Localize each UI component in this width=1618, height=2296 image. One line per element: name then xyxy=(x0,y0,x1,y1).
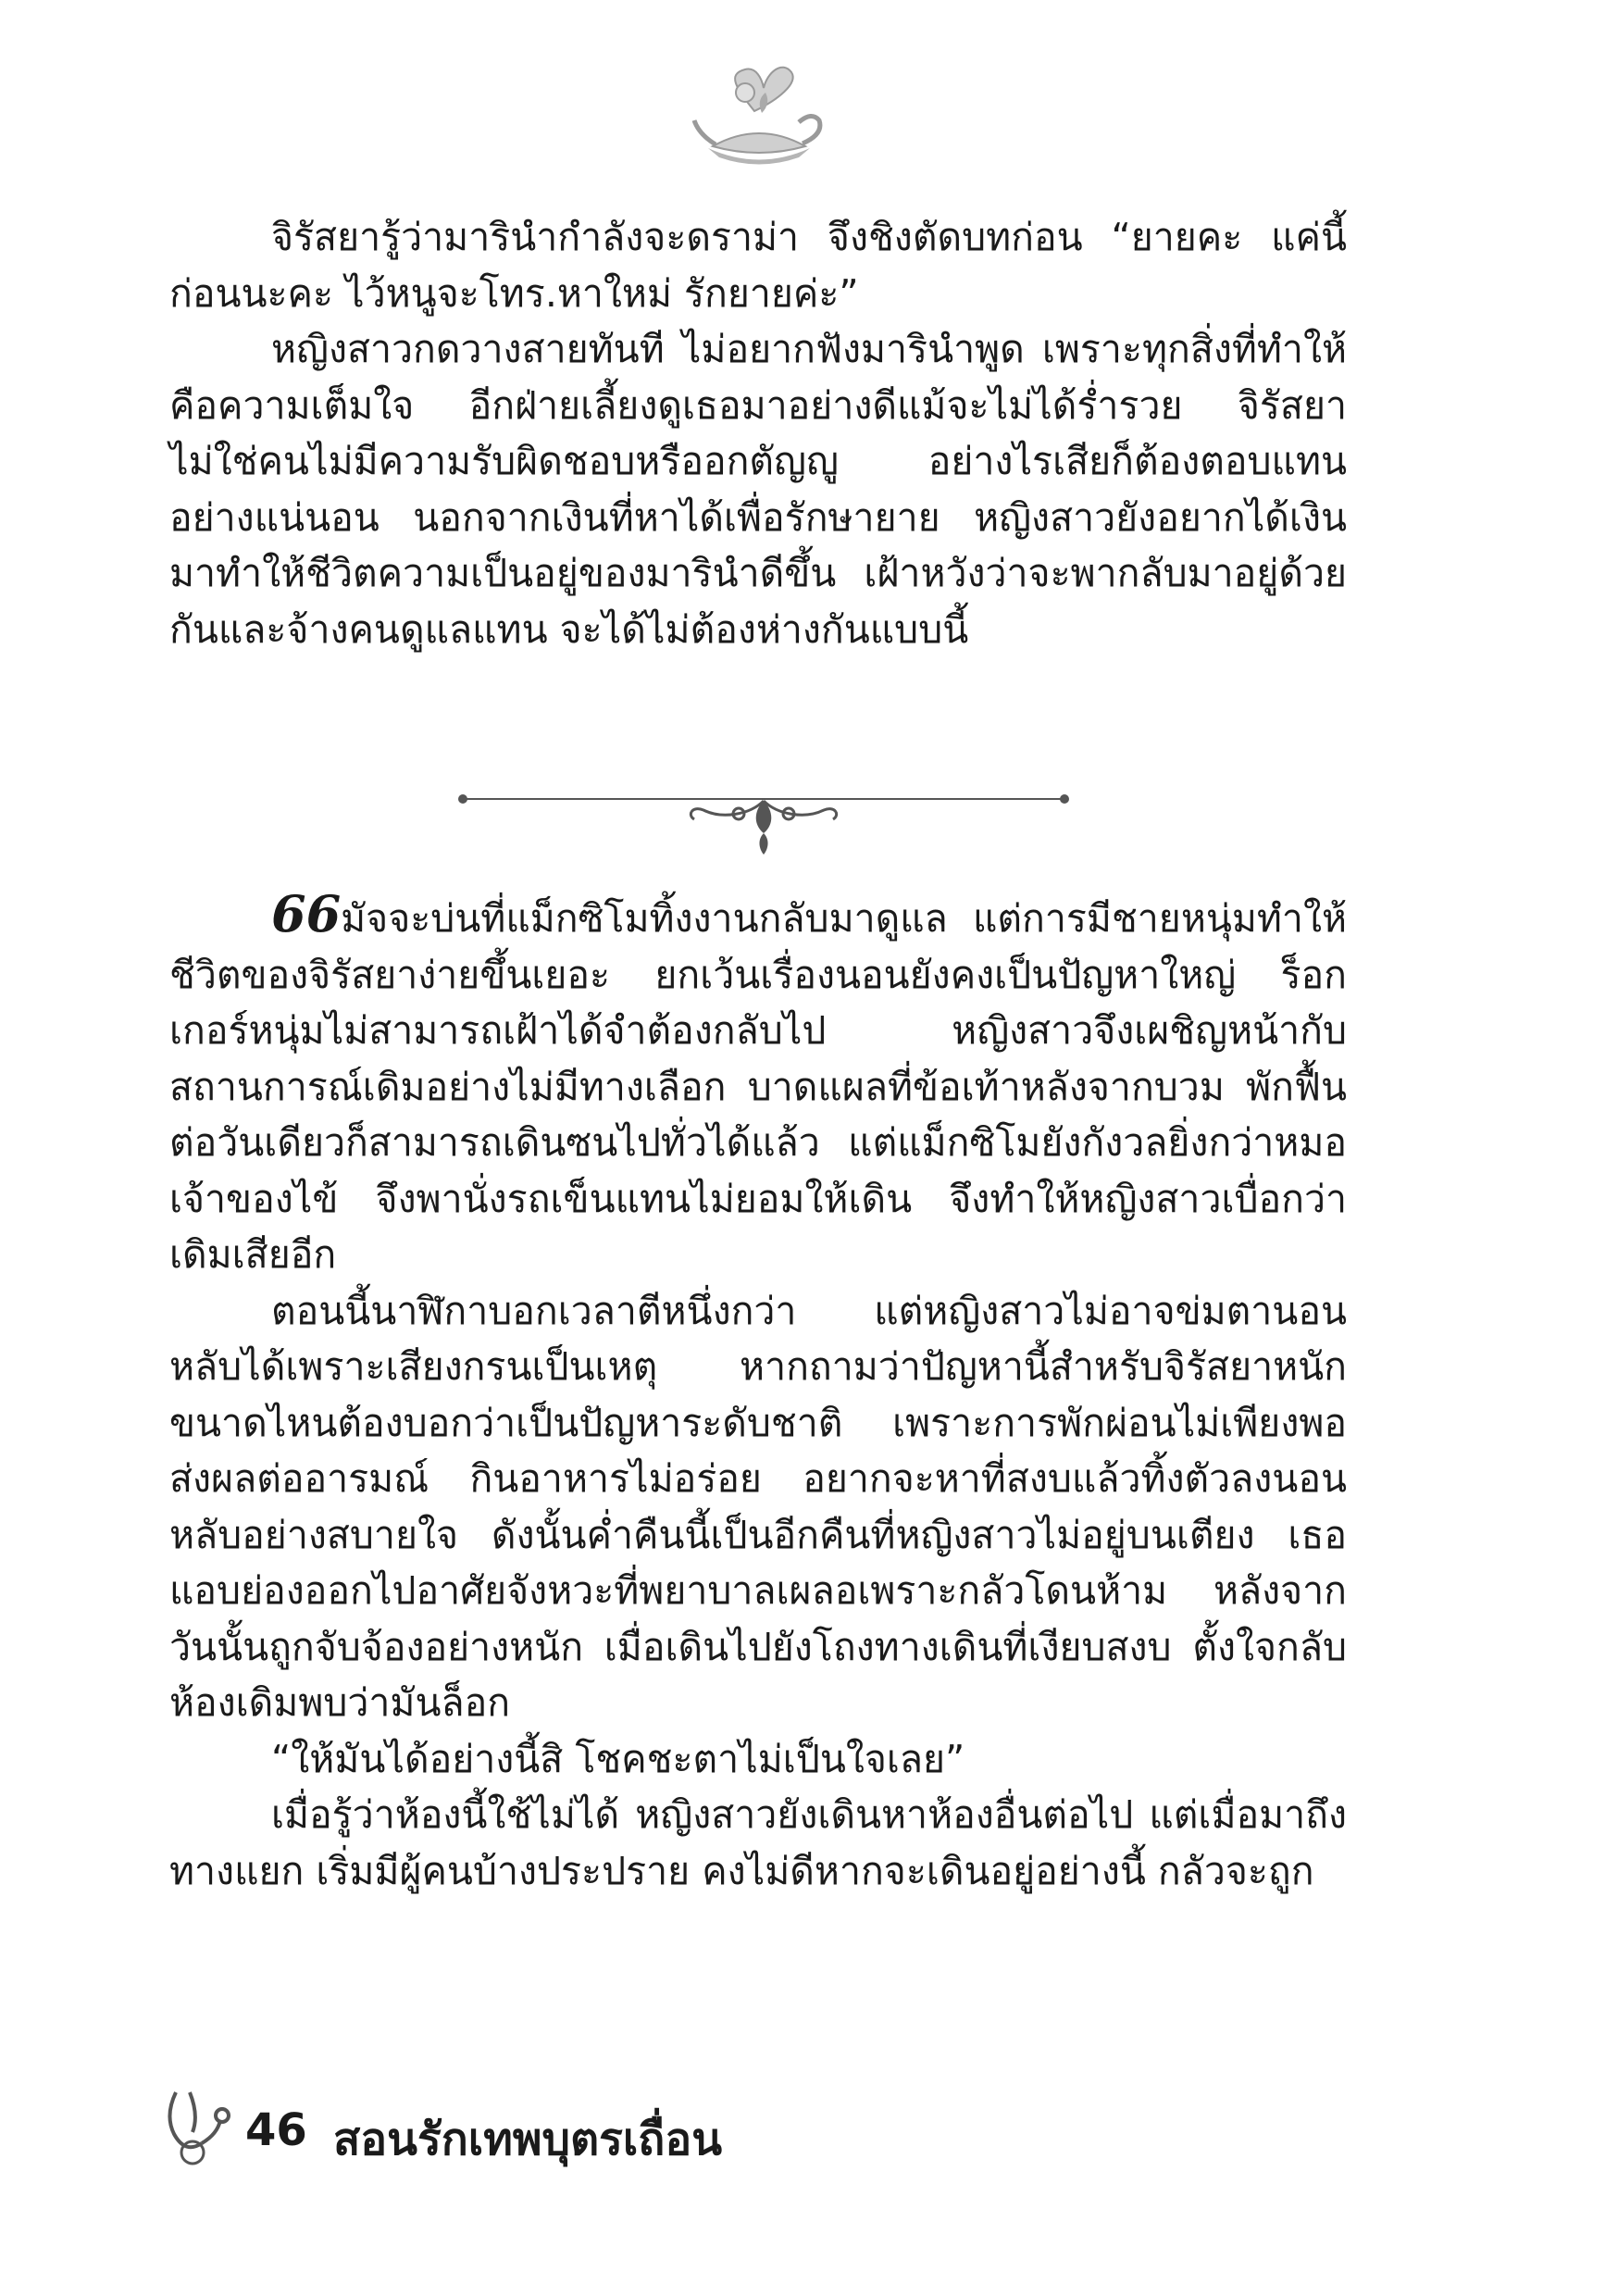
flourish-divider-icon xyxy=(444,773,1083,856)
section-1 xyxy=(169,209,1347,657)
paragraph: หญิงสาวกดวางสายทันที ไม่อยากฟังมารินำพูด เพราะทุกสิ่งที่ทำให้คือความเต็มใจ อีกฝ่ายเลี้ยงดูเธอมาอย่างดีแม้จะไม่ได้ร่ำรวย จิรัสยาไม่ใช่คนไม่มีความรับผิดชอบหรืออกตัญญู อย่างไรเสียก็ต้องตอบแทนอย่างแน่นอน นอกจากเงินที่หาได้เพื่อรักษายาย หญิงสาวยังอยากได้เงินมาทำให้ชีวิตความเป็นอยู่ของมารินำดีขึ้น เฝ้าหวังว่าจะพากลับมาอยู่ด้วยกันและจ้างคนดูแลแทน จะได้ไม่ต้องห่างกันแบบนี้ xyxy=(169,327,1347,652)
paragraph-text: มัจจะบ่นที่แม็กซิโมทิ้งงานกลับมาดูแล แต่การมีชายหนุ่มทำให้ชีวิตของจิรัสยาง่ายขึ้นเยอะ ยกเว้นเรื่องนอนยังคงเป็นปัญหาใหญ่ ร็อกเกอร์หนุ่มไม่สามารถเฝ้าได้จำต้องกลับไป หญิงสาวจึงเผชิญหน้ากับสถานการณ์เดิมอย่างไม่มีทางเลือก บาดแผลที่ข้อเท้าหลังจากบวม พักฟื้นต่อวันเดียวก็สามารถเดินซนไปทั่วได้แล้ว แต่แม็กซิโมยังกังวลยิ่งกว่าหมอเจ้าของไข้ จึงพานั่งรถเข็นแทนไม่ยอมให้เดิน จึงทำให้หญิงสาวเบื่อกว่าเดิมเสียอีก xyxy=(169,896,1347,1277)
book-title: สอนรักเทพบุตรเถื่อน xyxy=(333,2114,722,2165)
paragraph: ตอนนี้นาฬิกาบอกเวลาตีหนึ่งกว่า แต่หญิงสาวไม่อาจข่มตานอนหลับได้เพราะเสียงกรนเป็นเหตุ หากถามว่าปัญหานี้สำหรับจิรัสยาหนักขนาดไหนต้องบอกว่าเป็นปัญหาระดับชาติ เพราะการพักผ่อนไม่เพียงพอส่งผลต่ออารมณ์ กินอาหารไม่อร่อย อยากจะหาที่สงบแล้วทิ้งตัวลงนอนหลับอย่างสบายใจ ดังนั้นค่ำคืนนี้เป็นอีกคืนที่หญิงสาวไม่อยู่บนเตียง เธอแอบย่องออกไปอาศัยจังหวะที่พยาบาลเผลอเพราะกลัวโดนห้าม หลังจากวันนั้นถูกจับจ้องอย่างหนัก เมื่อเดินไปยังโถงทางเดินที่เงียบสงบ ตั้งใจกลับห้องเดิมพบว่ามันล็อก xyxy=(169,1288,1347,1725)
paragraph: จิรัสยารู้ว่ามารินำกำลังจะดราม่า จึงชิงตัดบทก่อน “ยายคะ แค่นี้ก่อนนะคะ ไว้หนูจะโทร.หาใหม่ รักยายค่ะ” xyxy=(169,215,1347,316)
page-number: 46 xyxy=(245,2104,307,2156)
page-footer xyxy=(148,2088,981,2171)
stethoscope-icon xyxy=(157,2088,241,2171)
section-2 xyxy=(169,884,1347,1899)
lamp-heart-ornament-icon xyxy=(690,56,828,171)
paragraph xyxy=(169,884,1347,1283)
paragraph: เมื่อรู้ว่าห้องนี้ใช้ไม่ได้ หญิงสาวยังเดินหาห้องอื่นต่อไป แต่เมื่อมาถึงทางแยก เริ่มมีผู้คนบ้างประปราย คงไม่ดีหากจะเดินอยู่อย่างนี้ กลัวจะถูก xyxy=(169,1792,1347,1893)
paragraph: “ให้มันได้อย่างนี้สิ โชคชะตาไม่เป็นใจเลย” xyxy=(271,1736,965,1781)
opening-quote-mark: 66 xyxy=(271,884,342,943)
